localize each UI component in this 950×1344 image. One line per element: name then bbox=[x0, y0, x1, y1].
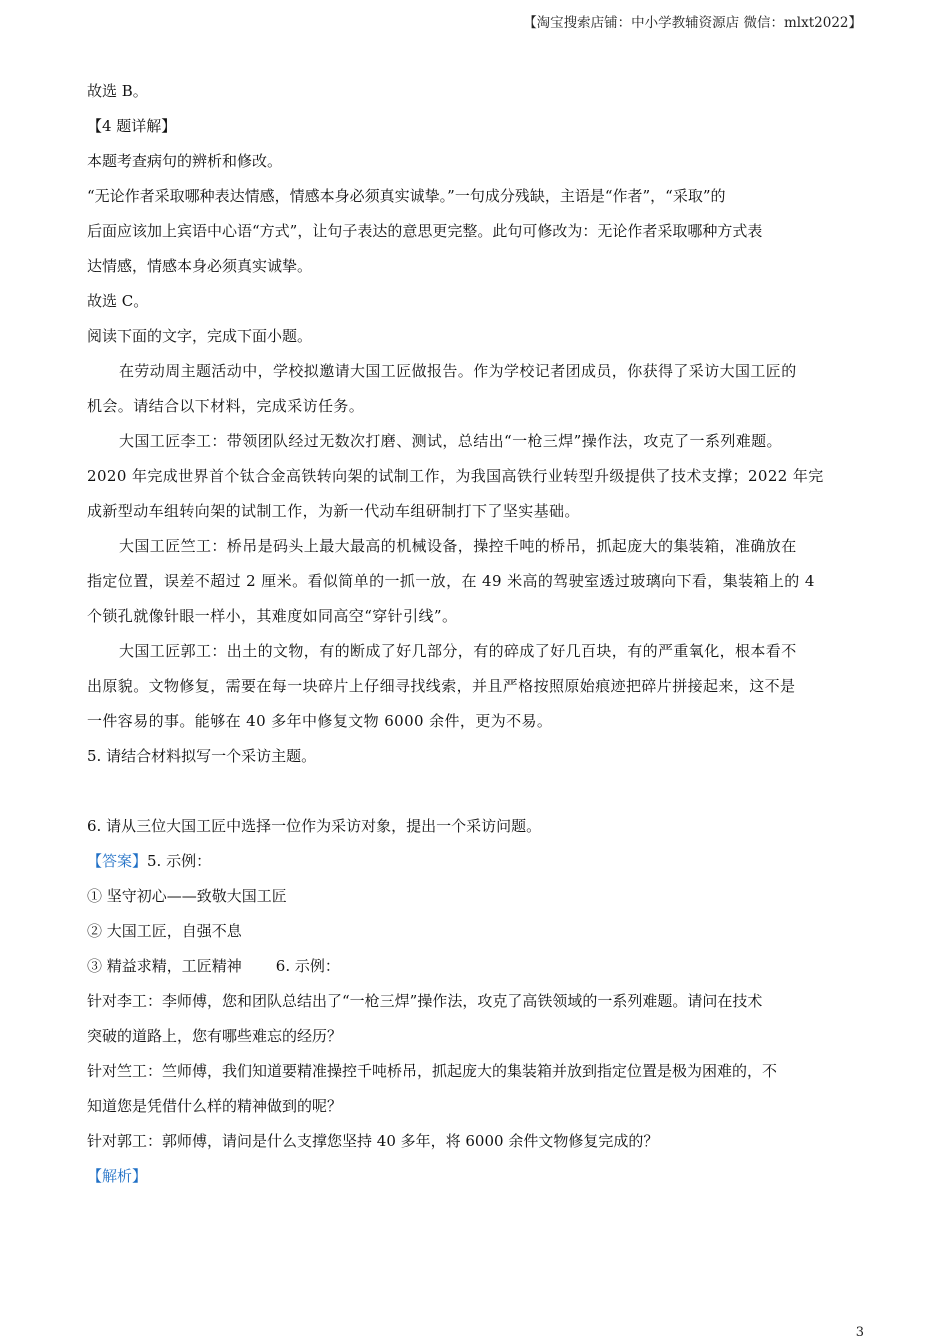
material-line: 成新型动车组转向架的试制工作，为新一代动车组研制打下了坚实基础。 bbox=[87, 502, 580, 520]
material-line: 大国工匠竺工：桥吊是码头上最大最高的机械设备，操控千吨的桥吊，抓起庞大的集装箱，准确放在 bbox=[119, 537, 797, 555]
document-body bbox=[87, 74, 867, 1194]
answer-item bbox=[87, 949, 867, 984]
answer-line: 针对郭工：郭师傅，请问是什么支撑您坚持 40 多年，将 6000 余件文物修复完成的？ bbox=[87, 1132, 659, 1150]
answer-line: 针对李工：李师傅，您和团队总结出了“一枪三焊”操作法，攻克了高铁领域的一系列难题。请问在技术 bbox=[87, 992, 763, 1010]
section-heading: 【4 题详解】 bbox=[87, 117, 177, 135]
page-number: 3 bbox=[855, 1325, 864, 1340]
text-line: 故选 B。 bbox=[87, 82, 148, 100]
text-line: 本题考查病句的辨析和修改。 bbox=[87, 152, 283, 170]
answer-line bbox=[87, 844, 867, 879]
material-line: 机会。请结合以下材料，完成采访任务。 bbox=[87, 397, 365, 415]
question-5: 5. 请结合材料拟写一个采访主题。 bbox=[87, 747, 317, 765]
answer-line: 针对竺工：竺师傅，我们知道要精准操控千吨桥吊，抓起庞大的集装箱并放到指定位置是极为困难的，不 bbox=[87, 1062, 778, 1080]
answer-example-label: 5. 示例： bbox=[147, 852, 212, 870]
answer-item: ① 坚守初心——致敬大国工匠 bbox=[87, 887, 287, 905]
material-line: 指定位置，误差不超过 2 厘米。看似简单的一抓一放，在 49 米高的驾驶室透过玻璃向下看，集装箱上的 4 bbox=[87, 572, 815, 590]
material-line: 大国工匠郭工：出土的文物，有的断成了好几部分，有的碎成了好几百块，有的严重氧化，根本看不 bbox=[119, 642, 797, 660]
material-line: 个锁孔就像针眼一样小，其难度如同高空“穿针引线”。 bbox=[87, 607, 458, 625]
answer-item-text: ③ 精益求精，工匠精神 bbox=[87, 957, 242, 975]
text-line: “无论作者采取哪种表达情感，情感本身必须真实诚挚。”一句成分残缺，主语是“作者”，“采取”的 bbox=[87, 187, 726, 205]
blank-space bbox=[87, 774, 867, 809]
answer-example-label: 6. 示例： bbox=[275, 957, 340, 975]
material-line: 2020 年完成世界首个钛合金高铁转向架的试制工作，为我国高铁行业转型升级提供了技术支撑；2022 年完 bbox=[87, 467, 824, 485]
question-6: 6. 请从三位大国工匠中选择一位作为采访对象，提出一个采访问题。 bbox=[87, 817, 542, 835]
material-line: 在劳动周主题活动中，学校拟邀请大国工匠做报告。作为学校记者团成员，你获得了采访大国工匠的 bbox=[119, 362, 797, 380]
text-line: 故选 C。 bbox=[87, 292, 149, 310]
answer-line: 突破的道路上，您有哪些难忘的经历？ bbox=[87, 1027, 343, 1045]
text-line: 后面应该加上宾语中心语“方式”，让句子表达的意思更完整。此句可修改为：无论作者采取哪种方式表 bbox=[87, 222, 763, 240]
analysis-tag: 【解析】 bbox=[87, 1167, 148, 1185]
answer-tag: 【答案】 bbox=[87, 852, 148, 870]
material-line: 一件容易的事。能够在 40 多年中修复文物 6000 余件，更为不易。 bbox=[87, 712, 553, 730]
text-line: 达情感，情感本身必须真实诚挚。 bbox=[87, 257, 313, 275]
text-line: 阅读下面的文字，完成下面小题。 bbox=[87, 327, 313, 345]
answer-line: 知道您是凭借什么样的精神做到的呢？ bbox=[87, 1097, 343, 1115]
material-line: 出原貌。文物修复，需要在每一块碎片上仔细寻找线索，并且严格按照原始痕迹把碎片拼接起来，这不是 bbox=[87, 677, 796, 695]
page-header: 【淘宝搜索店铺：中小学教辅资源店 微信：mlxt2022】 bbox=[523, 15, 862, 31]
material-line: 大国工匠李工：带领团队经过无数次打磨、测试，总结出“一枪三焊”操作法，攻克了一系列难题。 bbox=[119, 432, 782, 450]
answer-item: ② 大国工匠，自强不息 bbox=[87, 922, 242, 940]
